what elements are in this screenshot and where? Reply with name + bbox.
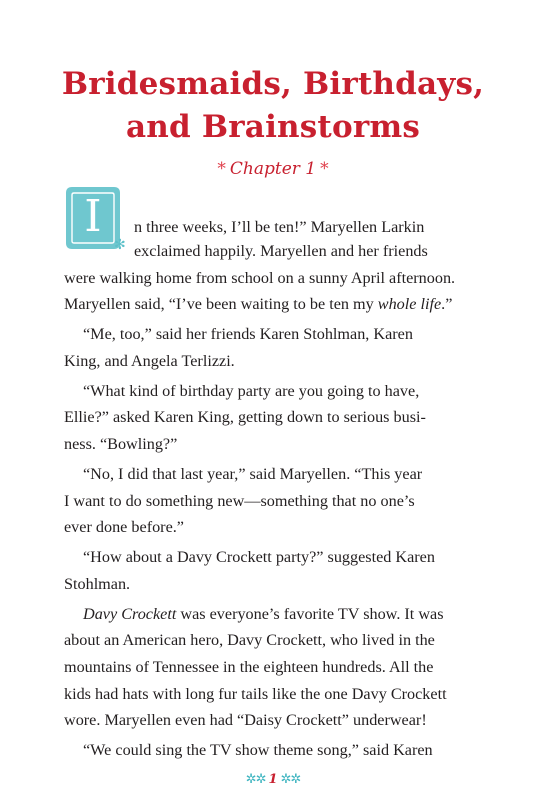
text-line: “How about a Davy Crockett party?” suggested Karen: [83, 548, 435, 566]
text-span: Maryellen said, “I’ve been waiting to be ten my: [64, 295, 378, 313]
snowflake-icon: ✻: [114, 237, 126, 253]
text-line: wore. Maryellen even had “Daisy Crockett” underwear!: [64, 711, 427, 729]
chapter-label: Chapter 1: [229, 159, 317, 179]
text-line: exclaimed happily. Maryellen and her friends: [134, 242, 428, 260]
text-line: [83, 606, 444, 622]
text-line: Stohlman.: [64, 575, 131, 593]
snowflake-icon: *: [320, 159, 329, 179]
text-line: [64, 296, 452, 312]
text-line: King, and Angela Terlizzi.: [64, 352, 235, 370]
drop-cap: [64, 185, 126, 253]
snowflake-icon: *: [217, 159, 226, 179]
text-line: “Me, too,” said her friends Karen Stohlman, Karen: [83, 325, 413, 343]
text-line: mountains of Tennessee in the eighteen hundreds. All the: [64, 658, 434, 676]
text-line: kids had hats with long fur tails like the one Davy Crockett: [64, 685, 447, 703]
text-line: “We could sing the TV show theme song,” said Karen: [83, 741, 433, 759]
text-line: Ellie?” asked Karen King, getting down to serious busi-: [64, 408, 426, 426]
text-line: ever done before.”: [64, 518, 184, 536]
text-line: ness. “Bowling?”: [64, 435, 178, 453]
text-line: about an American hero, Davy Crockett, who lived in the: [64, 631, 435, 649]
text-line: were walking home from school on a sunny April afternoon.: [64, 269, 456, 287]
snowflake-ornament-icon: ✲✲: [280, 772, 301, 787]
text-line: “No, I did that last year,” said Maryellen. “This year: [83, 465, 423, 483]
chapter-title-line-2: and Brainstorms: [125, 109, 421, 145]
chapter-heading: [0, 161, 546, 178]
text-line: n three weeks, I’ll be ten!” Maryellen Larkin: [134, 218, 425, 236]
text-span: .”: [441, 295, 453, 313]
chapter-title-line-1: Bridesmaids, Birthdays,: [61, 66, 485, 102]
text-line: “What kind of birthday party are you going to have,: [83, 382, 420, 400]
emphasis-text: Davy Crockett: [83, 605, 177, 623]
page-number: 1: [268, 772, 278, 787]
text-span: was everyone’s favorite TV show. It was: [176, 605, 444, 623]
snowflake-ornament-icon: ✲✲: [245, 772, 266, 787]
page-folio: [0, 773, 546, 786]
text-line: I want to do something new—something that no one’s: [64, 492, 415, 510]
drop-cap-letter: I: [84, 191, 102, 242]
emphasis-text: whole life: [377, 295, 442, 313]
